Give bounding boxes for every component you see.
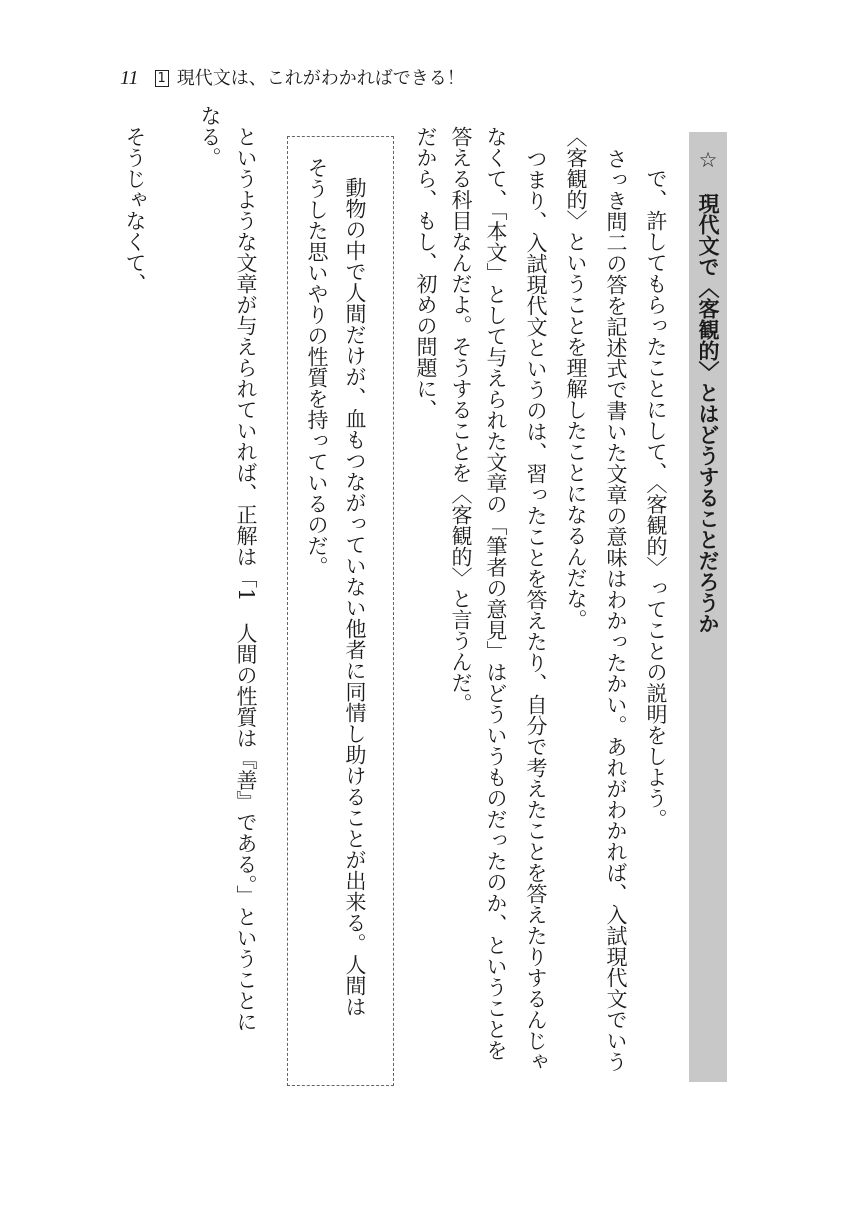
body-line-1: で、許してもらったことにして、〈客観的〉ってことの説明をしよう。 bbox=[644, 168, 668, 830]
chapter-title: 現代文は、これがわかればできる！ bbox=[176, 68, 465, 89]
body-line-5: なくて、「本文」として与えられた文章の「筆者の意見」はどういうものだったのか、ということを bbox=[484, 126, 508, 1061]
example-quote-box bbox=[287, 136, 394, 1086]
star-icon: ☆ bbox=[696, 148, 720, 172]
body-line-6: 答える科目なんだよ。そうすることを〈客観的〉と言うんだ。 bbox=[449, 126, 473, 714]
after-line-1: というような文章が与えられていれば、正解は「1 人間の性質は『善』である。」ということに bbox=[234, 126, 258, 1032]
body-line-2: さっき問二の答を記述式で書いた文章の意味はわかったかい。あれがわかれば、入試現代文でいう bbox=[604, 148, 628, 1072]
body-line-4: つまり、入試現代文というのは、習ったことを答えたり、自分で考えたことを答えたりするんじゃ bbox=[524, 148, 548, 1072]
section-title-text: 現代文で〈客観的〉とはどうすることだろうか bbox=[696, 193, 720, 634]
body-line-7: だから、もし、初めの問題に、 bbox=[414, 126, 438, 420]
after-line-2: なる。 bbox=[198, 105, 222, 168]
closing-line: そうじゃなくて、 bbox=[123, 126, 147, 294]
quote-line-1: 動物の中で人間だけが、血もつながっていない他者に同情し助けることが出来る。人間は bbox=[343, 177, 367, 1017]
page-number: 11 bbox=[120, 67, 139, 89]
section-title-bar bbox=[689, 132, 727, 1082]
running-header bbox=[120, 64, 465, 90]
chapter-number-badge: 1 bbox=[155, 70, 169, 87]
body-line-3: 〈客観的〉ということを理解したことになるんだな。 bbox=[564, 126, 588, 630]
quote-line-2: そうした思いやりの性質を持っているのだ。 bbox=[305, 157, 329, 577]
section-title bbox=[689, 148, 727, 634]
